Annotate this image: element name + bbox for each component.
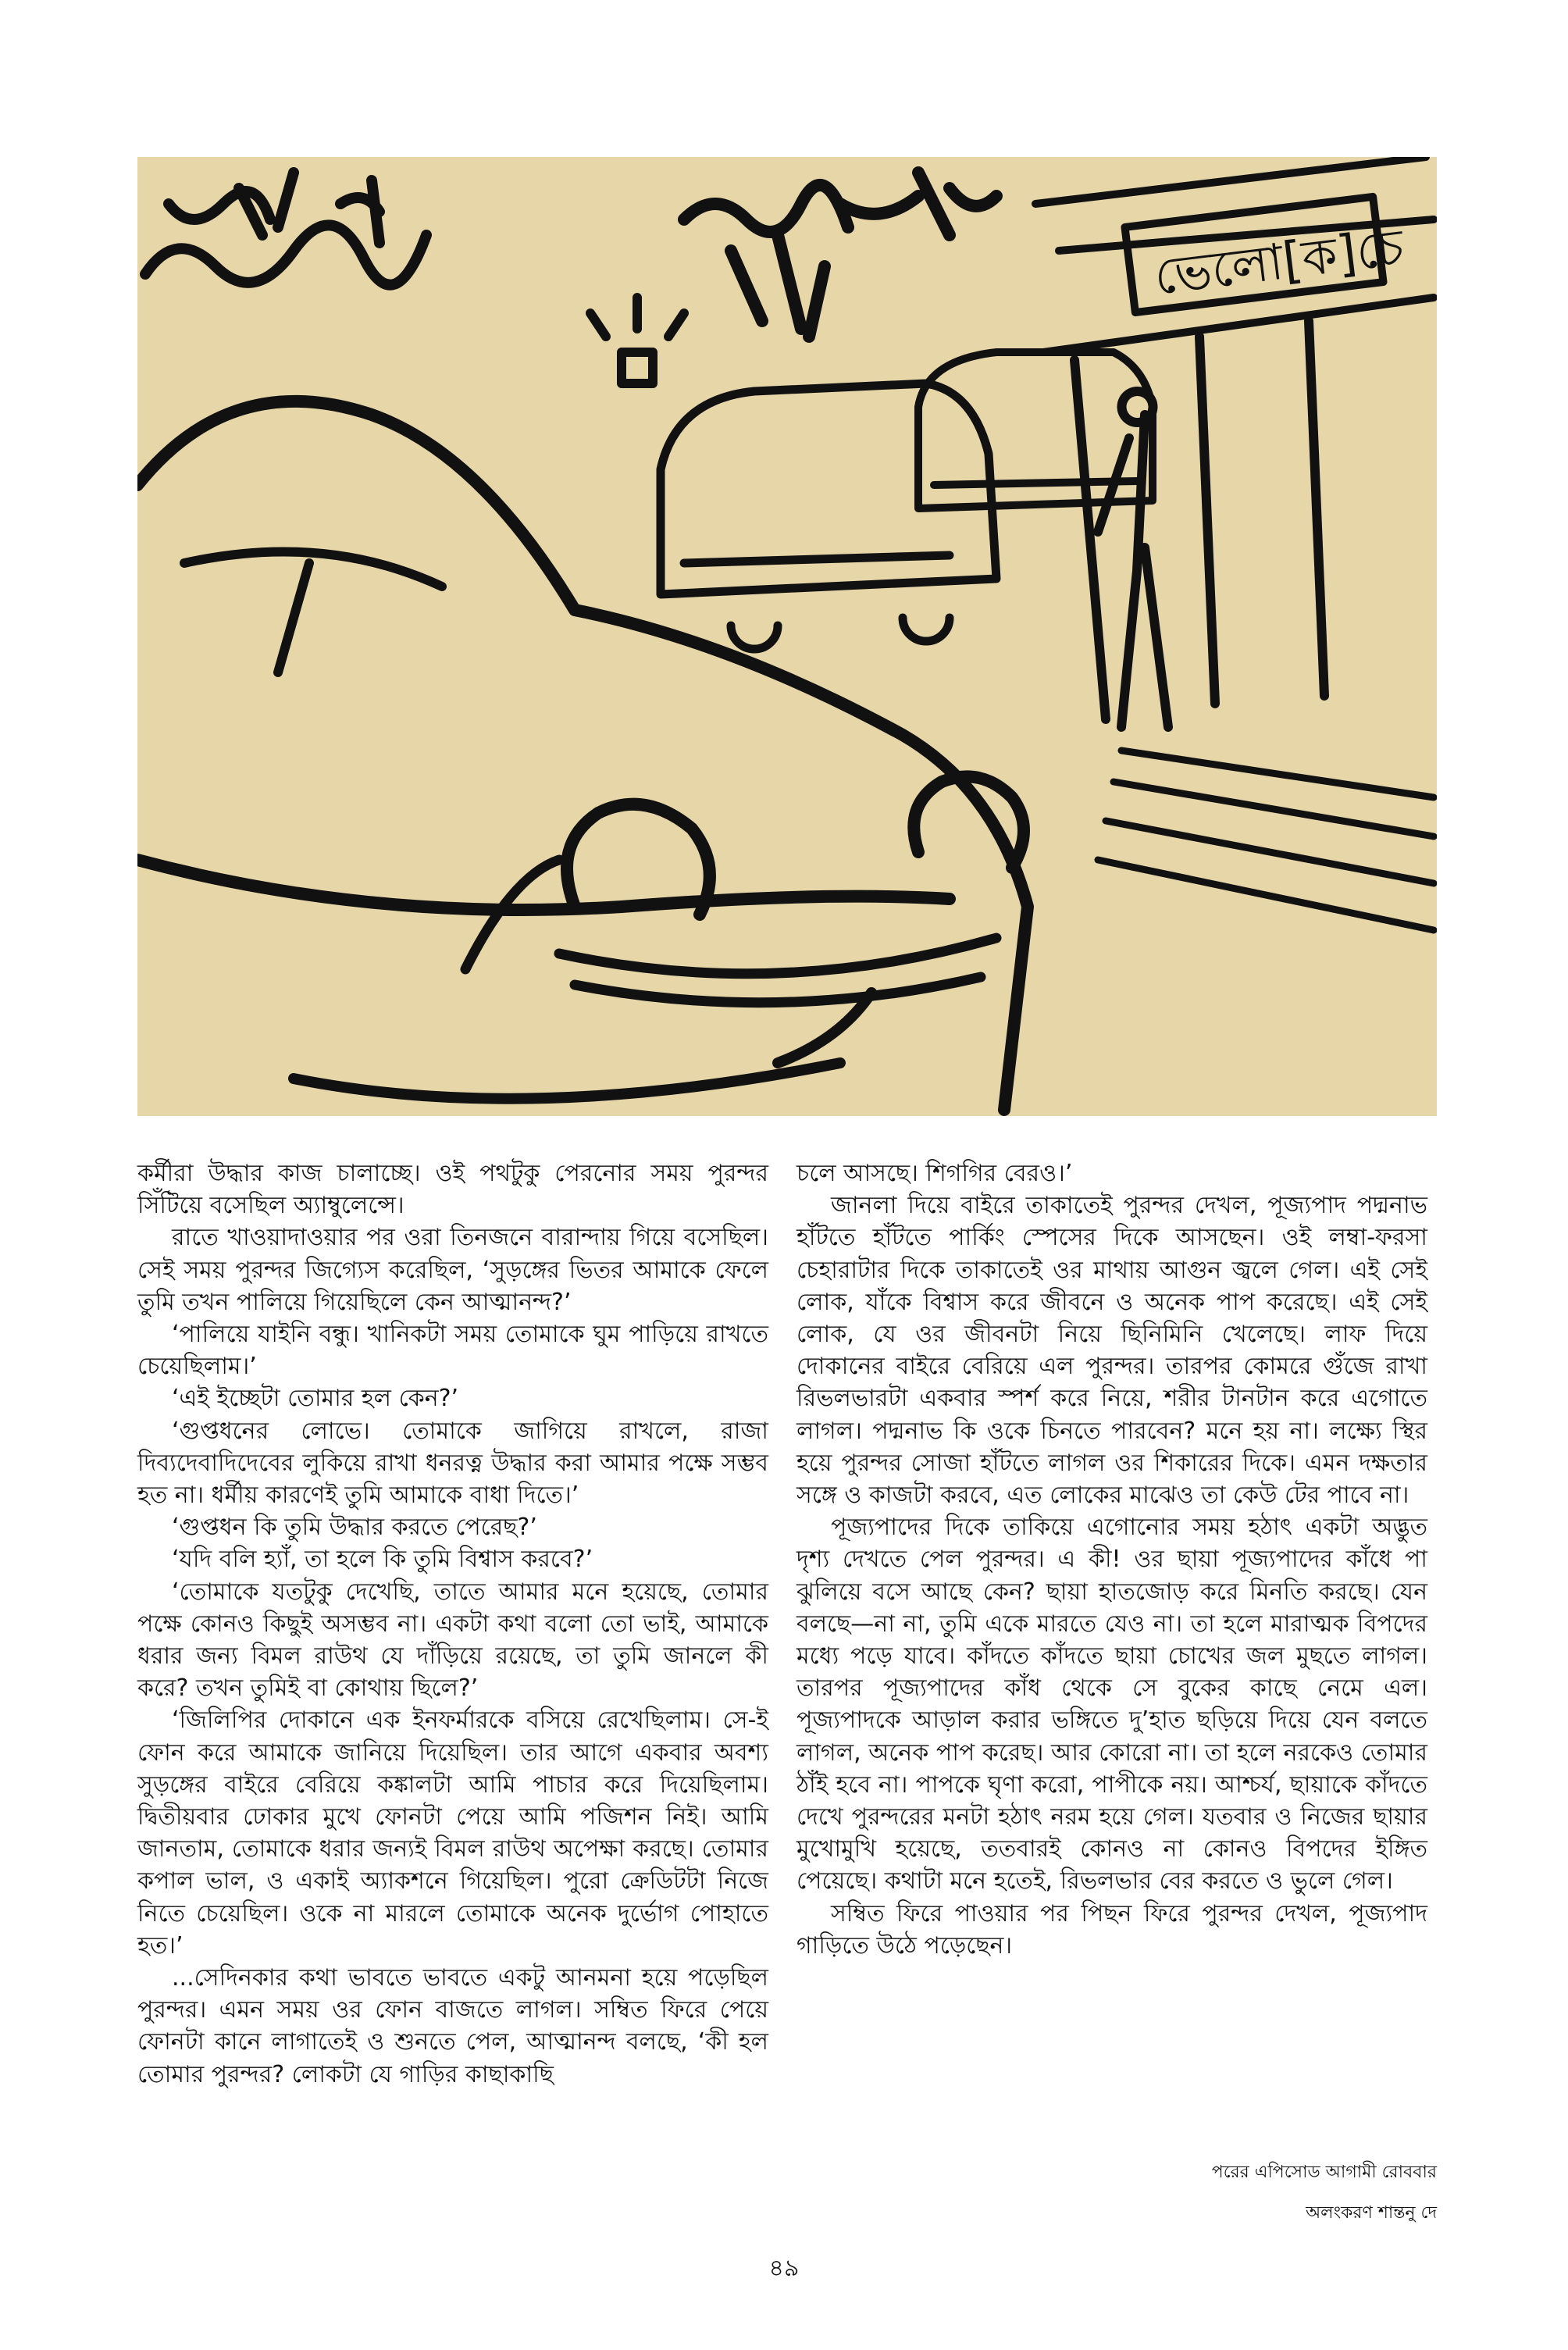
paragraph: ‘পালিয়ে যাইনি বন্ধু। খানিকটা সময় তোমাকে ঘুম পাড়িয়ে রাখতে চেয়েছিলাম।’	[137, 1321, 768, 1381]
street-scene-drawing	[137, 157, 1437, 1116]
paragraph: জানলা দিয়ে বাইরে তাকাতেই পুরন্দর দেখল, পূজ্যপাদ পদ্মনাভ হাঁটতে হাঁটতে পার্কিং স্পেসের দিকে আসছেন। ওই লম্বা-ফরসা চেহারাটার দিকে তাকাতেই ওর মাথায় আগুন জ্বলে গেল। এই সেই লোক, যাঁকে বিশ্বাস করে জীবনে ও অনেক পাপ করেছে। এই সেই লোক, যে ওর জীবনটা নিয়ে ছিনিমিনি খেলেছে। লাফ দিয়ে দোকানের বাইরে বেরিয়ে এল পুরন্দর। তারপর কোমরে গুঁজে রাখা রিভলভারটা একবার স্পর্শ করে নিয়ে, শরীর টানটান করে এগোতে লাগল। পদ্মনাভ কি ওকে চিনতে পারবেন? মনে হয় না। লক্ষ্যে স্থির হয়ে পুরন্দর সোজা হাঁটতে লাগল ওর শিকারের দিকে। এমন দক্ষতার সঙ্গে ও কাজটা করবে, এত লোকের মাঝেও তা কেউ টের পাবে না।	[796, 1192, 1427, 1510]
shop-steps	[1098, 751, 1434, 930]
paragraph: পূজ্যপাদের দিকে তাকিয়ে এগোনোর সময় হঠাৎ একটা অদ্ভুত দৃশ্য দেখতে পেল পুরন্দর। এ কী! ওর ছায়া পূজ্যপাদের কাঁধে পা ঝুলিয়ে বসে আছে কেন? ছায়া হাতজোড় করে মিনতি করছে। যেন বলছে—না না, তুমি একে মারতে যেও না। তা হলে মারাত্মক বিপদের মধ্যে পড়ে যাবে। কাঁদতে কাঁদতে ছায়া চোখের জল মুছতে লাগল। তারপর পূজ্যপাদের কাঁধ থেকে সে বুকের কাছে নেমে এল। পূজ্যপাদকে আড়াল করার ভঙ্গিতে দু’হাত ছড়িয়ে দিয়ে যেন বলতে লাগল, অনেক পাপ করেছ। আর কোরো না। তা হলে নরকেও তোমার ঠাঁই হবে না। পাপকে ঘৃণা করো, পাপীকে নয়। আশ্চর্য, ছায়াকে কাঁদতে দেখে পুরন্দরের মনটা হঠাৎ নরম হয়ে গেল। যতবার ও নিজের ছায়ার মুখোমুখি হয়েছে, ততবারই কোনও না কোনও বিপদের ইঙ্গিত পেয়েছে। কথাটা মনে হতেই, রিভলভার বের করতে ও ভুলে গেল।	[796, 1514, 1427, 1895]
tree-foliage	[145, 173, 426, 285]
paragraph: রাতে খাওয়াদাওয়ার পর ওরা তিনজনে বারান্দায় গিয়ে বসেছিল। সেই সময় পুরন্দর জিগ্যেস করেছিল, ‘সুড়ঙ্গের ভিতর আমাকে ফেলে তুমি তখন পালিয়ে গিয়েছিলে কেন আত্মানন্দ?’	[137, 1224, 768, 1316]
paragraph: কর্মীরা উদ্ধার কাজ চালাচ্ছে। ওই পথটুকু পেরনোর সময় পুরন্দর সিঁটিয়ে বসেছিল অ্যাম্বুলেন্সে।	[137, 1160, 768, 1220]
paragraph: ‘তোমাকে যতটুকু দেখেছি, তাতে আমার মনে হয়েছে, তোমার পক্ষে কোনও কিছুই অসম্ভব না। একটা কথা বলো তো ভাই, আমাকে ধরার জন্য বিমল রাউথ যে দাঁড়িয়ে রয়েছে, তা তুমি জানলে কী করে? তখন তুমিই বা কোথায় ছিলে?’	[137, 1578, 768, 1703]
paragraph: ‘এই ইচ্ছেটা তোমার হল কেন?’	[172, 1385, 459, 1413]
shop-pillars	[1074, 321, 1324, 719]
foreground-car-windshield	[184, 551, 442, 672]
pedestrian	[1098, 391, 1168, 727]
foreground-car-grille	[465, 860, 996, 1003]
paragraph: ‘জিলিপির দোকানে এক ইনফর্মারকে বসিয়ে রেখেছিলাম। সে-ই ফোন করে আমাকে জানিয়ে দিয়েছিল। তার আগে একবার অবশ্য সুড়ঙ্গের বাইরে বেরিয়ে কঙ্কালটা আমি পাচার করে দিয়েছিলাম। দ্বিতীয়বার ঢোকার মুখে ফোনটা পেয়ে আমি পজিশন নিই। আমি জানতাম, তোমাকে ধরার জন্যই বিমল রাউথ অপেক্ষা করছে। তোমার কপাল ভাল, ও একাই অ্যাকশনে গিয়েছিল। পুরো ক্রেডিটটা নিজে নিতে চেয়েছিল। ওকে না মারলে তোমাকে অনেক দুর্ভোগ পোহাতে হত।’	[137, 1706, 768, 1960]
left-text-column	[137, 1157, 768, 2091]
next-episode-note: পরের এপিসোড আগামী রোববার	[1211, 2163, 1437, 2182]
right-text-column	[796, 1157, 1427, 1962]
tree-foliage-right	[684, 173, 996, 337]
credits	[796, 2152, 1437, 2234]
shop-sign-text: ভেলো[ক]চে	[1151, 218, 1407, 307]
paragraph: ‘গুপ্তধনের লোভে। তোমাকে জাগিয়ে রাখলে, রাজা দিব্যদেবাদিদেবের লুকিয়ে রাখা ধনরত্ন উদ্ধার করা আমার পক্ষে সম্ভব হত না। ধর্মীয় কারণেই তুমি আমাকে বাধা দিতে।’	[137, 1417, 768, 1510]
foreground-car-body	[137, 401, 1028, 1110]
story-illustration	[137, 157, 1437, 1116]
page-number: ৪৯	[768, 2255, 800, 2282]
paragraph: চলে আসছে। শিগগির বেরও।’	[796, 1160, 1073, 1187]
paragraph: ‘যদি বলি হ্যাঁ, তা হলে কি তুমি বিশ্বাস করবে?’	[172, 1546, 593, 1574]
police-light	[590, 298, 684, 383]
paragraph: ...সেদিনকার কথা ভাবতে ভাবতে একটু আনমনা হয়ে পড়েছিল পুরন্দর। এমন সময় ওর ফোন বাজতে লাগল। সম্বিত ফিরে পেয়ে ফোনটা কানে লাগাতেই ও শুনতে পেল, আত্মানন্দ বলছে, ‘কী হল তোমার পুরন্দর? লোকটা যে গাড়ির কাছাকাছি	[137, 1964, 768, 2088]
paragraph: সম্বিত ফিরে পাওয়ার পর পিছন ফিরে পুরন্দর দেখল, পূজ্যপাদ গাড়িতে উঠে পড়েছেন।	[796, 1899, 1427, 1960]
foreground-car-bumper	[294, 993, 871, 1099]
illustration-credit: অলংকরণ শান্তনু দে	[1306, 2203, 1437, 2223]
background-car-1	[661, 383, 996, 649]
paragraph: ‘গুপ্তধন কি তুমি উদ্ধার করতে পেরেছ?’	[172, 1514, 537, 1542]
